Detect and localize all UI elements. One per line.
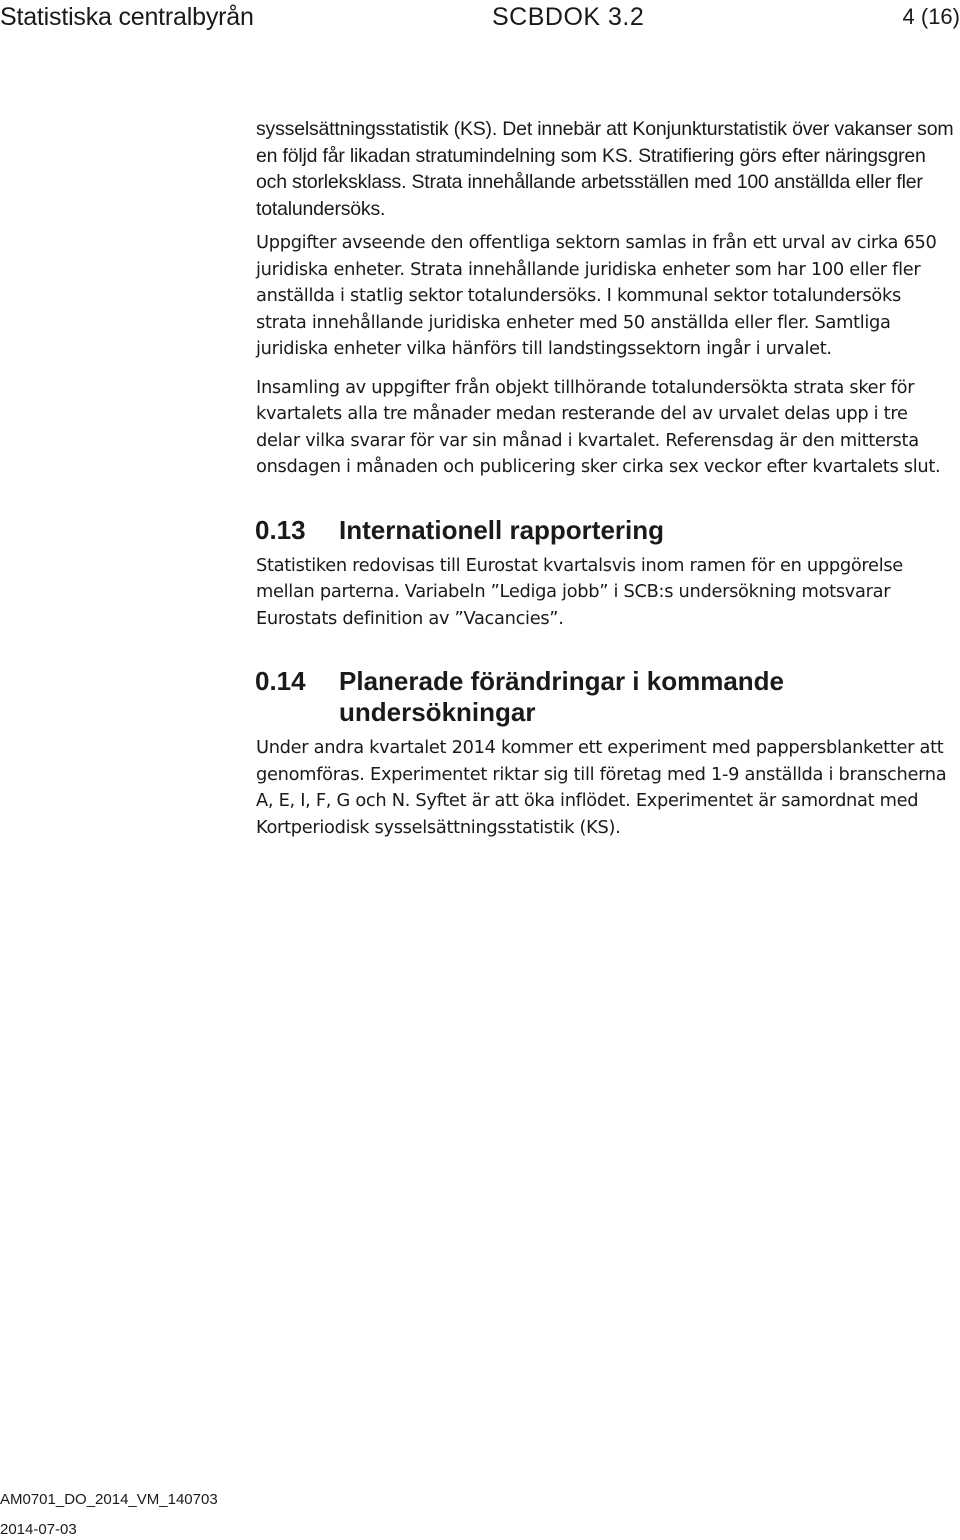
footer-document-code: AM0701_DO_2014_VM_140703 (0, 1491, 218, 1508)
section-number: 0.13 (255, 514, 306, 545)
section-title: Internationell rapportering (339, 514, 665, 545)
paragraph-collection: Insamling av uppgifter från objekt tillhörande totalundersökta strata sker för kvartalets alla tre månader medan resterande del av urvalet delas upp i tre delar vilka svarar för var sin månad i kvartalet. Referensdag är den mittersta onsdagen i månaden och publicering sker cirka sex veckor efter kvartalets slut. (256, 376, 941, 477)
paragraph-planned-changes: Under andra kvartalet 2014 kommer ett experiment med pappersblanketter att genomföras. Experimentet riktar sig till företag med 1-9 anställda i branscherna A, E, I, F, G och N. Syftet är att öka inflödet. Experimentet är samordnat med Kortperiodisk sysselsättningsstatistik (KS). (256, 737, 947, 838)
paragraph-stratification: sysselsättningsstatistik (KS). Det innebär att Konjunkturstatistik över vakanser som en följd får likadan stratumindelning som KS. Stratifiering görs efter näringsgren och storleksklass. Strata innehållande arbetsställen med 100 anställda eller fler totalundersöks. (256, 118, 954, 220)
paragraph-public-sector: Uppgifter avseende den offentliga sektorn samlas in från ett urval av cirka 650 juridiska enheter. Strata innehållande juridiska enheter som har 100 eller fler anställda i statlig sektor totalundersöks. I kommunal sektor totalundersöks strata innehållande juridiska enheter med 50 anställda eller fler. Samtliga juridiska enheter vilka hänförs till landstingssektorn ingår i urvalet. (256, 232, 937, 359)
footer-date: 2014-07-03 (0, 1521, 77, 1538)
document-body (256, 116, 956, 841)
document-id: SCBDOK 3.2 (492, 3, 645, 31)
page-number: 4 (16) (902, 4, 960, 29)
section-heading-planned-changes (255, 666, 956, 728)
section-number: 0.14 (255, 666, 306, 696)
organization-name: Statistiska centralbyrån (0, 3, 254, 31)
page-header (0, 0, 960, 34)
paragraph-international-reporting: Statistiken redovisas till Eurostat kvartalsvis inom ramen för en uppgörelse mellan parterna. Variabeln ”Lediga jobb” i SCB:s undersökning motsvarar Eurostats definition av ”Vacancies”. (256, 554, 903, 629)
section-heading-international-reporting (255, 515, 956, 546)
section-title: Planerade förändringar i kommande undersökningar (339, 666, 785, 727)
